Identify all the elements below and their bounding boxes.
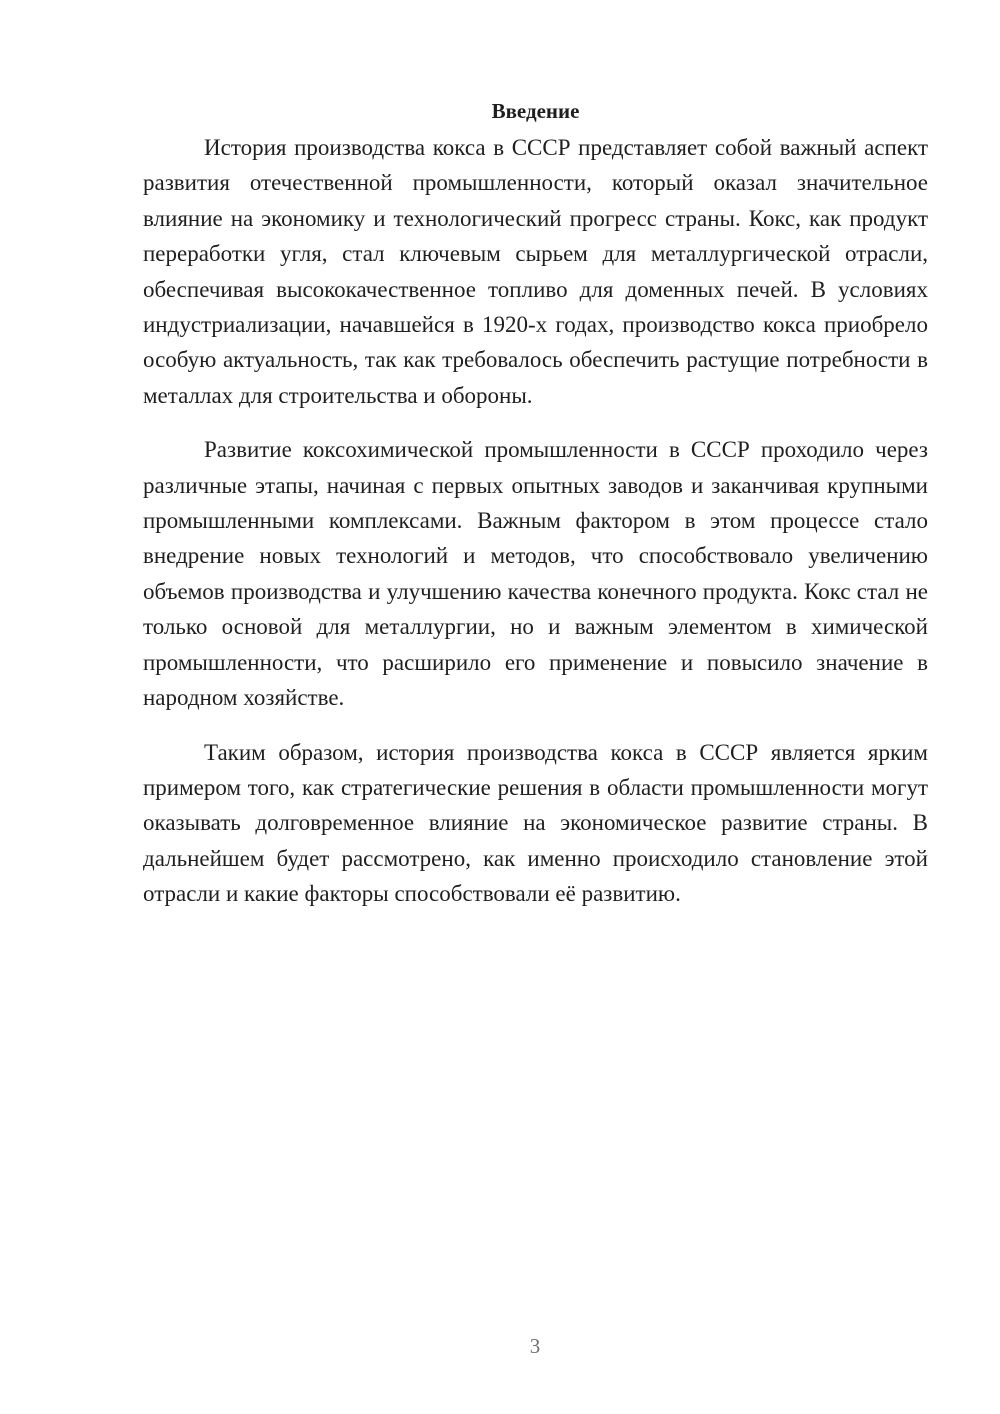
section-heading: Введение xyxy=(491,99,580,123)
page-content xyxy=(143,96,928,931)
paragraph-2: Развитие коксохимической промышленности в СССР проходило через различные этапы, начиная с первых опытных заводов и заканчивая крупными промышленными комплексами. Важным фактором в этом процессе стало внедрение новых технологий и методов, что способствовало увеличению объемов производства и улучшению качества конечного продукта. Кокс стал не только основой для металлургии, но и важным элементом в химической промышленности, что расширило его применение и повысило значение в народном хозяйстве. xyxy=(143,437,928,711)
paragraph-1: История производства кокса в СССР представляет собой важный аспект развития отечественной промышленности, который оказал значительное влияние на экономику и технологический прогресс страны. Кокс, как продукт переработки угля, стал ключевым сырьем для металлургической отрасли, обеспечивая высококачественное топливо для доменных печей. В условиях индустриализации, начавшейся в 1920-х годах, производство кокса приобрело особую актуальность, так как требовалось обеспечить растущие потребности в металлах для строительства и обороны. xyxy=(143,135,928,408)
paragraph-3: Таким образом, история производства кокса в СССР является ярким примером того, как стратегические решения в области промышленности могут оказывать долговременное влияние на экономическое развитие страны. В дальнейшем будет рассмотрено, как именно происходило становление этой отрасли и какие факторы способствовали её развитию. xyxy=(143,739,928,907)
page-number: 3 xyxy=(529,1334,541,1358)
